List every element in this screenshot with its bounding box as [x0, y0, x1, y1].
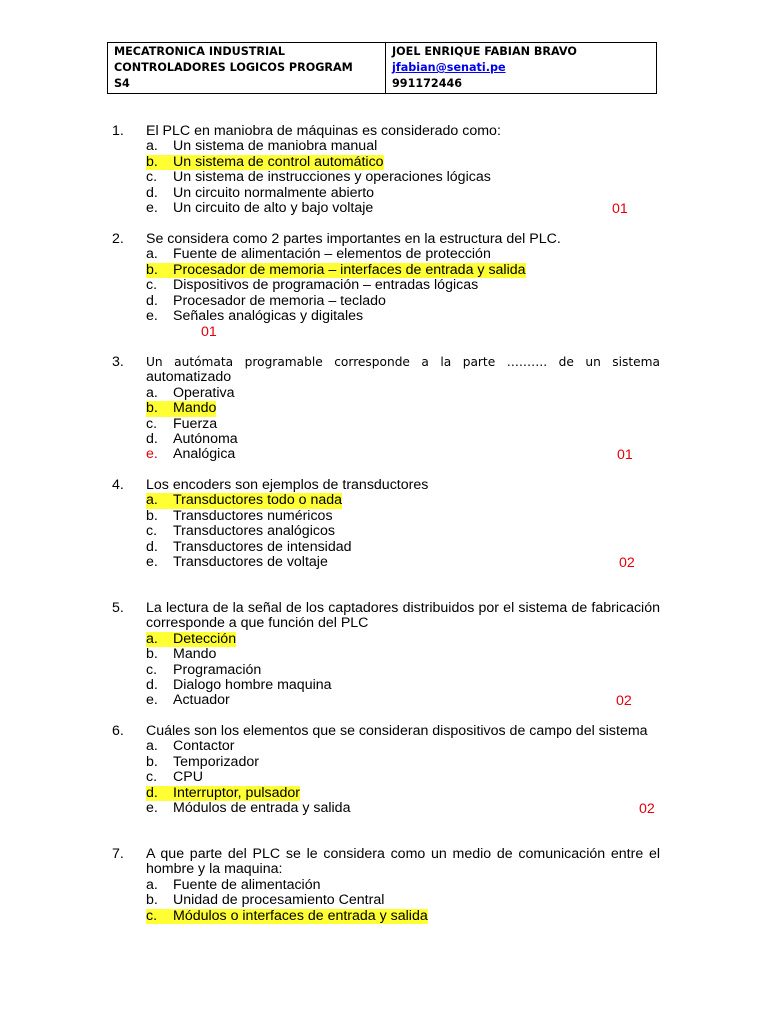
option-letter: e. — [146, 446, 158, 463]
option-e — [112, 201, 660, 216]
option-text: Transductores de voltaje — [173, 554, 328, 571]
option-letter: d. — [146, 184, 158, 201]
question-text-line2 — [112, 370, 660, 385]
option-letter: d. — [146, 431, 158, 448]
option-letter: e. — [146, 800, 158, 817]
option-text: Dialogo hombre maquina — [173, 677, 332, 694]
option-c — [112, 170, 660, 185]
course-info-cell — [108, 43, 386, 94]
option-text: Señales analógicas y digitales — [173, 308, 364, 325]
question-1 — [112, 124, 660, 216]
option-text: Contactor — [173, 738, 235, 755]
option-b-selected — [112, 263, 660, 278]
question-text-line1: La lectura de la señal de los captadores distribuidos por el sistema de fabricación — [146, 600, 660, 616]
option-c-selected — [112, 909, 660, 924]
course-program: MECATRONICA INDUSTRIAL — [114, 45, 285, 58]
header-table — [107, 42, 657, 94]
option-c — [112, 663, 660, 678]
option-text: Procesador de memoria – interfaces de entrada y salida — [173, 261, 526, 278]
option-text: Unidad de procesamiento Central — [173, 892, 385, 909]
option-letter: c. — [146, 661, 158, 678]
option-b — [112, 509, 660, 524]
option-e — [112, 447, 660, 462]
option-letter: c. — [146, 769, 158, 786]
question-text-line2 — [112, 616, 660, 631]
student-info-cell — [386, 43, 657, 94]
score-6: 02 — [639, 801, 655, 817]
option-text: Dispositivos de programación – entradas lógicas — [173, 277, 479, 294]
question-4 — [112, 478, 660, 570]
option-text: Analógica — [173, 446, 236, 463]
option-text: Un sistema de control automático — [173, 153, 384, 170]
option-text: Mando — [173, 400, 217, 417]
option-text: Fuente de alimentación – elementos de protección — [173, 246, 491, 263]
option-letter: b. — [146, 155, 173, 170]
option-d — [112, 186, 660, 201]
score-3: 01 — [617, 447, 633, 463]
option-letter: c. — [146, 277, 158, 294]
question-number: 2. — [112, 231, 124, 247]
option-letter: d. — [146, 786, 173, 801]
option-letter: d. — [146, 677, 158, 694]
option-text: Operativa — [173, 384, 235, 401]
student-phone: 991172446 — [392, 77, 463, 90]
question-number: 3. — [112, 354, 124, 370]
option-b — [112, 755, 660, 770]
option-a-selected — [112, 493, 660, 508]
option-d — [112, 432, 660, 447]
option-letter: a. — [146, 876, 158, 893]
course-title: CONTROLADORES LOGICOS PROGRAM — [114, 61, 353, 74]
option-letter: a. — [146, 138, 158, 155]
option-b — [112, 647, 660, 662]
option-b-selected — [112, 155, 660, 170]
option-letter: c. — [146, 909, 173, 924]
option-e — [112, 693, 660, 708]
option-letter: b. — [146, 892, 158, 909]
option-e — [112, 801, 660, 816]
option-text: Fuerza — [173, 415, 218, 432]
score-4: 02 — [619, 555, 635, 571]
option-text: Detección — [173, 630, 237, 647]
option-b-selected — [112, 401, 660, 416]
option-letter: a. — [146, 493, 173, 508]
option-text: Transductores analógicos — [173, 523, 335, 540]
question-number: 5. — [112, 600, 124, 616]
option-a-selected — [112, 632, 660, 647]
student-email-link[interactable]: jfabian@senati.pe — [392, 61, 506, 74]
question-5 — [112, 601, 660, 709]
option-text: Procesador de memoria – teclado — [173, 292, 386, 309]
option-e — [112, 309, 660, 324]
question-6 — [112, 724, 660, 816]
option-text: Un sistema de maniobra manual — [173, 138, 378, 155]
option-letter: d. — [146, 292, 158, 309]
option-text: Actuador — [173, 692, 230, 709]
option-text: Temporizador — [173, 753, 259, 770]
option-letter: d. — [146, 538, 158, 555]
question-text: Los encoders son ejemplos de transductores — [146, 477, 429, 493]
option-text: Autónoma — [173, 431, 238, 448]
option-text: corresponde a que función del PLC — [146, 615, 369, 632]
option-letter: c. — [146, 523, 158, 540]
question-text: El PLC en maniobra de máquinas es considerado como: — [146, 123, 501, 139]
option-text: Un circuito normalmente abierto — [173, 184, 375, 201]
option-text: Mando — [173, 646, 217, 663]
option-letter: e. — [146, 200, 158, 217]
option-a — [112, 878, 660, 893]
option-letter: a. — [146, 246, 158, 263]
option-d — [112, 540, 660, 555]
option-letter: a. — [146, 738, 158, 755]
option-text: Un circuito de alto y bajo voltaje — [173, 200, 374, 217]
option-c — [112, 417, 660, 432]
question-number: 7. — [112, 846, 124, 862]
option-d — [112, 678, 660, 693]
question-number: 1. — [112, 123, 124, 139]
question-number: 6. — [112, 723, 124, 739]
score-5: 02 — [616, 693, 632, 709]
option-letter: b. — [146, 507, 158, 524]
question-text: Cuáles son los elementos que se consideran dispositivos de campo del sistema — [146, 723, 648, 739]
question-text-line1: A que parte del PLC se le considera como un medio de comunicación entre el — [146, 846, 660, 862]
question-number: 4. — [112, 477, 124, 493]
option-letter: b. — [146, 401, 173, 416]
score-2: 01 — [201, 324, 217, 340]
option-a — [112, 247, 660, 262]
option-letter: a. — [146, 384, 158, 401]
student-name: JOEL ENRIQUE FABIAN BRAVO — [392, 45, 577, 58]
question-7 — [112, 847, 660, 924]
option-d-selected — [112, 786, 660, 801]
question-text-line2 — [112, 862, 660, 877]
option-letter: e. — [146, 554, 158, 571]
score-1: 01 — [612, 201, 628, 217]
question-text: Se considera como 2 partes importantes en la estructura del PLC. — [146, 231, 561, 247]
option-c — [112, 278, 660, 293]
option-letter: b. — [146, 753, 158, 770]
option-c — [112, 770, 660, 785]
option-e — [112, 555, 660, 570]
option-a — [112, 386, 660, 401]
option-letter: e. — [146, 692, 158, 709]
option-text: Un sistema de instrucciones y operaciones lógicas — [173, 169, 491, 186]
option-a — [112, 139, 660, 154]
option-text: automatizado — [146, 369, 232, 386]
option-a — [112, 739, 660, 754]
option-text: Transductores numéricos — [173, 507, 333, 524]
option-text: Módulos de entrada y salida — [173, 800, 351, 817]
option-letter: a. — [146, 632, 173, 647]
option-letter: c. — [146, 415, 158, 432]
option-text: CPU — [173, 769, 203, 786]
option-text: Transductores todo o nada — [173, 492, 343, 509]
option-letter: b. — [146, 263, 173, 278]
course-section: S4 — [114, 77, 130, 90]
option-letter: e. — [146, 308, 158, 325]
option-text: Fuente de alimentación — [173, 876, 321, 893]
question-text-line1: Un autómata programable corresponde a la parte ………. de un sistema — [146, 355, 660, 369]
option-b — [112, 893, 660, 908]
option-letter: b. — [146, 646, 158, 663]
option-c — [112, 524, 660, 539]
option-text: Módulos o interfaces de entrada y salida — [173, 907, 428, 924]
question-2 — [112, 232, 660, 324]
question-3 — [112, 355, 660, 463]
option-text: Interruptor, pulsador — [173, 784, 300, 801]
option-text: Transductores de intensidad — [173, 538, 352, 555]
option-text: Programación — [173, 661, 262, 678]
option-text: hombre y la maquina: — [146, 861, 283, 878]
option-d — [112, 294, 660, 309]
option-letter: c. — [146, 169, 158, 186]
